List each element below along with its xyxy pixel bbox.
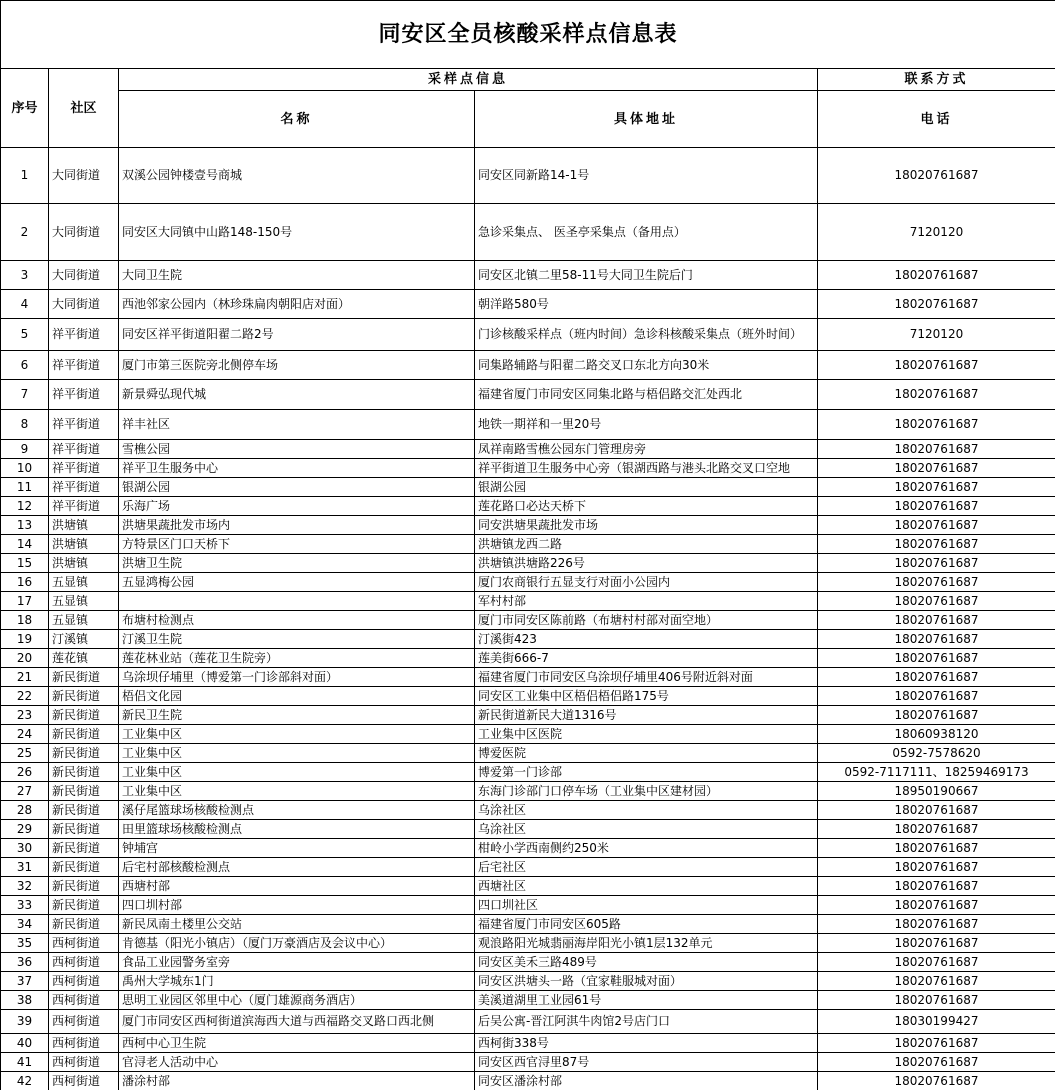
site-address: 门诊核酸采样点（班内时间）急诊科核酸采集点（班外时间） [475, 319, 818, 351]
table-row [1, 573, 1055, 592]
row-number: 21 [1, 668, 49, 687]
site-address: 银湖公园 [475, 478, 818, 497]
site-name: 祥平卫生服务中心 [119, 459, 475, 478]
table-row [1, 1034, 1055, 1053]
community: 祥平街道 [49, 497, 119, 516]
table-row [1, 148, 1055, 204]
community: 新民街道 [49, 782, 119, 801]
community: 西柯街道 [49, 1053, 119, 1072]
site-name: 四口圳村部 [119, 896, 475, 915]
site-name: 溪仔尾篮球场核酸检测点 [119, 801, 475, 820]
site-address: 同安区西官浔里87号 [475, 1053, 818, 1072]
site-address: 朝洋路580号 [475, 290, 818, 319]
community: 洪塘镇 [49, 516, 119, 535]
site-address: 同安区洪塘头一路（宜家鞋服城对面） [475, 972, 818, 991]
table-row [1, 1072, 1055, 1090]
row-number: 19 [1, 630, 49, 649]
table-row [1, 725, 1055, 744]
site-name: 大同卫生院 [119, 261, 475, 290]
site-name: 新民卫生院 [119, 706, 475, 725]
site-address: 同安区潘涂村部 [475, 1072, 818, 1090]
row-number: 3 [1, 261, 49, 290]
site-address: 后吴公寓-晋江阿淇牛肉馆2号店门口 [475, 1010, 818, 1034]
site-address: 西柯街338号 [475, 1034, 818, 1053]
community: 五显镇 [49, 573, 119, 592]
phone: 18020761687 [818, 410, 1055, 440]
site-address: 祥平街道卫生服务中心旁（银湖西路与港头北路交叉口空地 [475, 459, 818, 478]
site-name: 五显鸿梅公园 [119, 573, 475, 592]
table-row [1, 478, 1055, 497]
site-name: 布塘村检测点 [119, 611, 475, 630]
community: 西柯街道 [49, 1072, 119, 1090]
site-address: 厦门农商银行五显支行对面小公园内 [475, 573, 818, 592]
table-row [1, 497, 1055, 516]
row-number: 15 [1, 554, 49, 573]
community: 西柯街道 [49, 991, 119, 1010]
table-title: 同安区全员核酸采样点信息表 [1, 1, 1055, 69]
site-name: 工业集中区 [119, 725, 475, 744]
row-number: 35 [1, 934, 49, 953]
site-address: 博爱第一门诊部 [475, 763, 818, 782]
phone: 18020761687 [818, 687, 1055, 706]
row-number: 10 [1, 459, 49, 478]
site-name: 厦门市第三医院旁北侧停车场 [119, 351, 475, 380]
site-address: 后宅社区 [475, 858, 818, 877]
site-address: 福建省厦门市同安区同集北路与梧侣路交汇处西北 [475, 380, 818, 410]
table-row [1, 1010, 1055, 1034]
table-row [1, 351, 1055, 380]
row-number: 13 [1, 516, 49, 535]
phone: 18020761687 [818, 953, 1055, 972]
row-number: 37 [1, 972, 49, 991]
phone: 18020761687 [818, 440, 1055, 459]
site-name: 工业集中区 [119, 744, 475, 763]
site-name: 祥丰社区 [119, 410, 475, 440]
phone: 18020761687 [818, 1072, 1055, 1090]
row-number: 40 [1, 1034, 49, 1053]
phone: 18020761687 [818, 380, 1055, 410]
phone: 7120120 [818, 204, 1055, 261]
table-row [1, 319, 1055, 351]
site-name: 方特景区门口天桥下 [119, 535, 475, 554]
row-number: 24 [1, 725, 49, 744]
phone: 18020761687 [818, 820, 1055, 839]
community: 新民街道 [49, 744, 119, 763]
phone: 7120120 [818, 319, 1055, 351]
site-address: 洪塘镇洪塘路226号 [475, 554, 818, 573]
site-address: 观浪路阳光城翡丽海岸阳光小镇1层132单元 [475, 934, 818, 953]
row-number: 30 [1, 839, 49, 858]
community: 西柯街道 [49, 953, 119, 972]
community: 新民街道 [49, 896, 119, 915]
site-address: 新民街道新民大道1316号 [475, 706, 818, 725]
row-number: 34 [1, 915, 49, 934]
table-row [1, 380, 1055, 410]
community: 祥平街道 [49, 319, 119, 351]
site-address: 福建省厦门市同安区605路 [475, 915, 818, 934]
community: 大同街道 [49, 148, 119, 204]
site-address: 厦门市同安区陈前路（布塘村村部对面空地） [475, 611, 818, 630]
community: 莲花镇 [49, 649, 119, 668]
community: 新民街道 [49, 839, 119, 858]
header-contact: 联系方式 [818, 69, 1055, 91]
table-row [1, 668, 1055, 687]
community: 五显镇 [49, 592, 119, 611]
table-row [1, 535, 1055, 554]
site-name [119, 592, 475, 611]
site-name: 禹州大学城东1门 [119, 972, 475, 991]
site-name: 官浔老人活动中心 [119, 1053, 475, 1072]
site-name: 同安区大同镇中山路148-150号 [119, 204, 475, 261]
table-row [1, 763, 1055, 782]
site-name: 肯德基（阳光小镇店）（厦门万豪酒店及会议中心） [119, 934, 475, 953]
phone: 18020761687 [818, 649, 1055, 668]
table-row [1, 953, 1055, 972]
site-name: 乌涂坝仔埔里（博爱第一门诊部斜对面） [119, 668, 475, 687]
phone: 18020761687 [818, 478, 1055, 497]
row-number: 11 [1, 478, 49, 497]
table-row [1, 915, 1055, 934]
table-row [1, 261, 1055, 290]
table-row [1, 204, 1055, 261]
table-row [1, 459, 1055, 478]
site-name: 汀溪卫生院 [119, 630, 475, 649]
table-row [1, 592, 1055, 611]
row-number: 20 [1, 649, 49, 668]
community: 西柯街道 [49, 972, 119, 991]
site-address: 柑岭小学西南侧约250米 [475, 839, 818, 858]
row-number: 12 [1, 497, 49, 516]
phone: 18950190667 [818, 782, 1055, 801]
table-row [1, 410, 1055, 440]
row-number: 8 [1, 410, 49, 440]
phone: 18020761687 [818, 934, 1055, 953]
community: 西柯街道 [49, 1034, 119, 1053]
table-row [1, 934, 1055, 953]
site-name: 厦门市同安区西柯街道滨海西大道与西福路交叉路口西北侧 [119, 1010, 475, 1034]
row-number: 26 [1, 763, 49, 782]
community: 洪塘镇 [49, 535, 119, 554]
phone: 18060938120 [818, 725, 1055, 744]
row-number: 31 [1, 858, 49, 877]
site-name: 后宅村部核酸检测点 [119, 858, 475, 877]
site-address: 西塘社区 [475, 877, 818, 896]
row-number: 4 [1, 290, 49, 319]
community: 五显镇 [49, 611, 119, 630]
row-number: 1 [1, 148, 49, 204]
phone: 18020761687 [818, 801, 1055, 820]
table-row [1, 839, 1055, 858]
row-number: 33 [1, 896, 49, 915]
site-address: 同安区北镇二里58-11号大同卫生院后门 [475, 261, 818, 290]
table-row [1, 554, 1055, 573]
phone: 18020761687 [818, 535, 1055, 554]
phone: 18020761687 [818, 915, 1055, 934]
site-address: 四口圳社区 [475, 896, 818, 915]
row-number: 16 [1, 573, 49, 592]
table-row [1, 611, 1055, 630]
phone: 18020761687 [818, 896, 1055, 915]
site-name: 工业集中区 [119, 763, 475, 782]
phone: 18020761687 [818, 261, 1055, 290]
site-address: 福建省厦门市同安区乌涂坝仔埔里406号附近斜对面 [475, 668, 818, 687]
site-address: 地铁一期祥和一里20号 [475, 410, 818, 440]
table-row [1, 858, 1055, 877]
site-name: 食品工业园警务室旁 [119, 953, 475, 972]
header-no: 序号 [1, 69, 49, 148]
table-row [1, 896, 1055, 915]
table-row [1, 687, 1055, 706]
site-address: 工业集中区医院 [475, 725, 818, 744]
community: 新民街道 [49, 877, 119, 896]
table-row [1, 801, 1055, 820]
table-row [1, 782, 1055, 801]
phone: 18020761687 [818, 972, 1055, 991]
community: 新民街道 [49, 763, 119, 782]
site-name: 西柯中心卫生院 [119, 1034, 475, 1053]
phone: 18020761687 [818, 554, 1055, 573]
community: 新民街道 [49, 706, 119, 725]
row-number: 28 [1, 801, 49, 820]
community: 祥平街道 [49, 440, 119, 459]
phone: 18030199427 [818, 1010, 1055, 1034]
row-number: 32 [1, 877, 49, 896]
phone: 18020761687 [818, 991, 1055, 1010]
site-name: 钟埔宫 [119, 839, 475, 858]
community: 新民街道 [49, 687, 119, 706]
header-address: 具体地址 [475, 91, 818, 148]
table-row [1, 706, 1055, 725]
site-address: 洪塘镇龙西二路 [475, 535, 818, 554]
row-number: 23 [1, 706, 49, 725]
row-number: 39 [1, 1010, 49, 1034]
site-address: 莲美街666-7 [475, 649, 818, 668]
table-row [1, 516, 1055, 535]
row-number: 9 [1, 440, 49, 459]
phone: 18020761687 [818, 1053, 1055, 1072]
site-address: 军村村部 [475, 592, 818, 611]
phone: 18020761687 [818, 630, 1055, 649]
site-name: 同安区祥平街道阳翟二路2号 [119, 319, 475, 351]
site-name: 思明工业园区邻里中心（厦门雄源商务酒店） [119, 991, 475, 1010]
row-number: 29 [1, 820, 49, 839]
site-name: 雪樵公园 [119, 440, 475, 459]
community: 大同街道 [49, 204, 119, 261]
site-name: 双溪公园钟楼壹号商城 [119, 148, 475, 204]
phone: 18020761687 [818, 611, 1055, 630]
site-address: 凤祥南路雪樵公园东门管理房旁 [475, 440, 818, 459]
site-address: 东海门诊部门口停车场（工业集中区建材园） [475, 782, 818, 801]
phone: 18020761687 [818, 290, 1055, 319]
community: 西柯街道 [49, 1010, 119, 1034]
site-address: 美溪道湖里工业园61号 [475, 991, 818, 1010]
phone: 18020761687 [818, 148, 1055, 204]
community: 大同街道 [49, 261, 119, 290]
table-row [1, 290, 1055, 319]
table-row [1, 877, 1055, 896]
community: 西柯街道 [49, 934, 119, 953]
site-name: 潘涂村部 [119, 1072, 475, 1090]
row-number: 22 [1, 687, 49, 706]
site-name: 新民凤南土楼里公交站 [119, 915, 475, 934]
site-address: 同安区工业集中区梧侣梧侣路175号 [475, 687, 818, 706]
community: 汀溪镇 [49, 630, 119, 649]
site-address: 莲花路口必达天桥下 [475, 497, 818, 516]
phone: 18020761687 [818, 497, 1055, 516]
community: 新民街道 [49, 858, 119, 877]
header-community: 社区 [49, 69, 119, 148]
site-address: 乌涂社区 [475, 820, 818, 839]
site-name: 田里篮球场核酸检测点 [119, 820, 475, 839]
community: 新民街道 [49, 668, 119, 687]
site-address: 同安洪塘果蔬批发市场 [475, 516, 818, 535]
site-name: 工业集中区 [119, 782, 475, 801]
community: 祥平街道 [49, 410, 119, 440]
community: 洪塘镇 [49, 554, 119, 573]
community: 大同街道 [49, 290, 119, 319]
site-name: 梧侣文化园 [119, 687, 475, 706]
site-address: 同安区美禾三路489号 [475, 953, 818, 972]
phone: 0592-7117111、18259469173 [818, 763, 1055, 782]
phone: 0592-7578620 [818, 744, 1055, 763]
phone: 18020761687 [818, 877, 1055, 896]
table-row [1, 972, 1055, 991]
row-number: 42 [1, 1072, 49, 1090]
row-number: 25 [1, 744, 49, 763]
community: 新民街道 [49, 725, 119, 744]
header-name: 名称 [119, 91, 475, 148]
row-number: 6 [1, 351, 49, 380]
row-number: 41 [1, 1053, 49, 1072]
header-phone: 电话 [818, 91, 1055, 148]
row-number: 14 [1, 535, 49, 554]
header-site-info: 采样点信息 [119, 69, 818, 91]
row-number: 17 [1, 592, 49, 611]
row-number: 5 [1, 319, 49, 351]
phone: 18020761687 [818, 592, 1055, 611]
phone: 18020761687 [818, 459, 1055, 478]
site-name: 莲花林业站（莲花卫生院旁） [119, 649, 475, 668]
table-row [1, 744, 1055, 763]
phone: 18020761687 [818, 668, 1055, 687]
table-row [1, 440, 1055, 459]
site-address: 汀溪街423 [475, 630, 818, 649]
community: 新民街道 [49, 820, 119, 839]
site-address: 乌涂社区 [475, 801, 818, 820]
table-row [1, 820, 1055, 839]
phone: 18020761687 [818, 706, 1055, 725]
site-address: 同安区同新路14-1号 [475, 148, 818, 204]
site-name: 洪塘卫生院 [119, 554, 475, 573]
site-name: 银湖公园 [119, 478, 475, 497]
table-row [1, 649, 1055, 668]
row-number: 18 [1, 611, 49, 630]
site-address: 博爱医院 [475, 744, 818, 763]
row-number: 7 [1, 380, 49, 410]
site-address: 急诊采集点、 医圣亭采集点（备用点） [475, 204, 818, 261]
table-row [1, 1053, 1055, 1072]
community: 祥平街道 [49, 478, 119, 497]
community: 新民街道 [49, 801, 119, 820]
row-number: 38 [1, 991, 49, 1010]
row-number: 36 [1, 953, 49, 972]
table-row [1, 991, 1055, 1010]
phone: 18020761687 [818, 351, 1055, 380]
site-name: 洪塘果蔬批发市场内 [119, 516, 475, 535]
community: 祥平街道 [49, 380, 119, 410]
community: 祥平街道 [49, 351, 119, 380]
site-name: 西塘村部 [119, 877, 475, 896]
site-name: 西池邻家公园内（林珍珠扁肉朝阳店对面） [119, 290, 475, 319]
phone: 18020761687 [818, 858, 1055, 877]
phone: 18020761687 [818, 573, 1055, 592]
phone: 18020761687 [818, 516, 1055, 535]
site-address: 同集路辅路与阳翟二路交叉口东北方向30米 [475, 351, 818, 380]
row-number: 27 [1, 782, 49, 801]
row-number: 2 [1, 204, 49, 261]
community: 新民街道 [49, 915, 119, 934]
phone: 18020761687 [818, 839, 1055, 858]
phone: 18020761687 [818, 1034, 1055, 1053]
community: 祥平街道 [49, 459, 119, 478]
site-name: 乐海广场 [119, 497, 475, 516]
table-row [1, 630, 1055, 649]
site-name: 新景舜弘现代城 [119, 380, 475, 410]
